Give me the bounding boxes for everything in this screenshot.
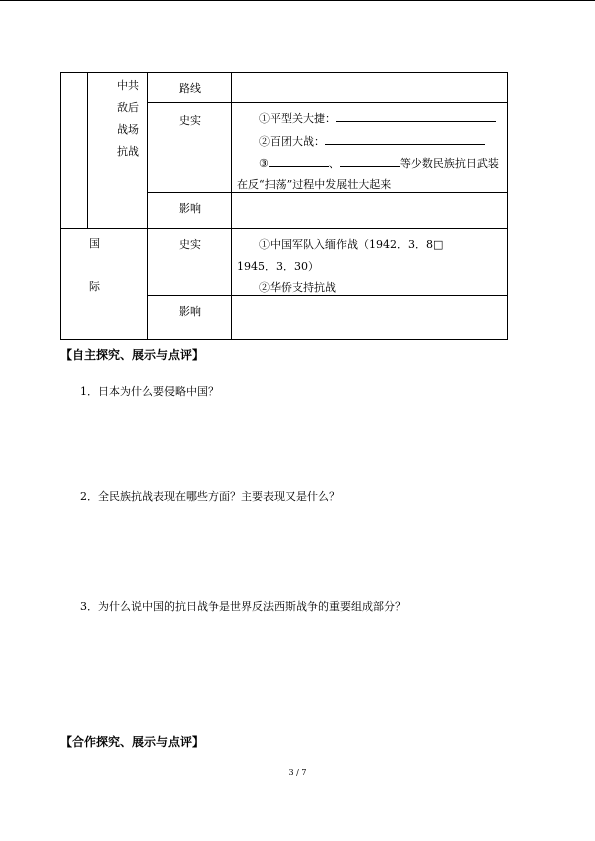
page-top-rule	[0, 0, 595, 1]
fact-item-text: ①平型关大捷：	[259, 112, 336, 125]
question-2: 2．全民族抗战表现在哪些方面？主要表现又是什么？	[80, 490, 340, 503]
section1-label-line: 战场	[117, 123, 139, 136]
fact-item: ①中国军队入缅作战（1942．3．8□	[259, 238, 444, 251]
table-col-divider-1	[147, 73, 148, 339]
table-col-divider-inner	[87, 73, 88, 228]
section1-label-line: 中共	[117, 79, 139, 92]
question-1: 1．日本为什么要侵略中国？	[80, 385, 219, 398]
fact-item	[259, 134, 485, 149]
facts-label: 史实	[179, 114, 201, 127]
section2-label-top: 国	[89, 237, 100, 250]
route-label: 路线	[179, 82, 201, 95]
table-row-divider	[61, 228, 507, 229]
section1-label-line: 敌后	[117, 101, 139, 114]
page-number: 3 / 7	[288, 768, 307, 777]
fact-item-continued: 1945．3．30）	[237, 260, 319, 273]
answer-blank[interactable]	[269, 166, 329, 167]
table-row-divider	[147, 192, 507, 193]
answer-blank[interactable]	[325, 144, 485, 145]
fact-item	[259, 111, 496, 126]
fact-item-text: ②百团大战：	[259, 135, 325, 148]
table-row-divider	[147, 295, 507, 296]
answer-blank[interactable]	[336, 121, 496, 122]
facts-label: 史实	[179, 238, 201, 251]
fact-item	[259, 156, 499, 171]
answer-blank[interactable]	[340, 166, 400, 167]
section-heading-cooperation: 【合作探究、展示与点评】	[60, 735, 205, 749]
section-heading-self-study: 【自主探究、展示与点评】	[60, 348, 205, 362]
section2-label-bottom: 际	[89, 280, 100, 293]
section1-label	[113, 75, 143, 163]
fact-item-continued: 在反“扫荡”过程中发展壮大起来	[237, 178, 392, 191]
fact-item-text: ③	[259, 157, 269, 170]
impact-label: 影响	[179, 202, 201, 215]
section1-label-line: 抗战	[117, 145, 139, 158]
history-table	[60, 72, 508, 340]
impact-label: 影响	[179, 305, 201, 318]
fact-item-text: 等少数民族抗日武装	[399, 157, 499, 170]
table-row-divider	[147, 102, 507, 103]
fact-item-text: 、	[328, 157, 340, 170]
table-col-divider-2	[231, 73, 232, 339]
fact-item: ②华侨支持抗战	[259, 281, 336, 294]
question-3: 3．为什么说中国的抗日战争是世界反法西斯战争的重要组成部分？	[80, 600, 406, 613]
